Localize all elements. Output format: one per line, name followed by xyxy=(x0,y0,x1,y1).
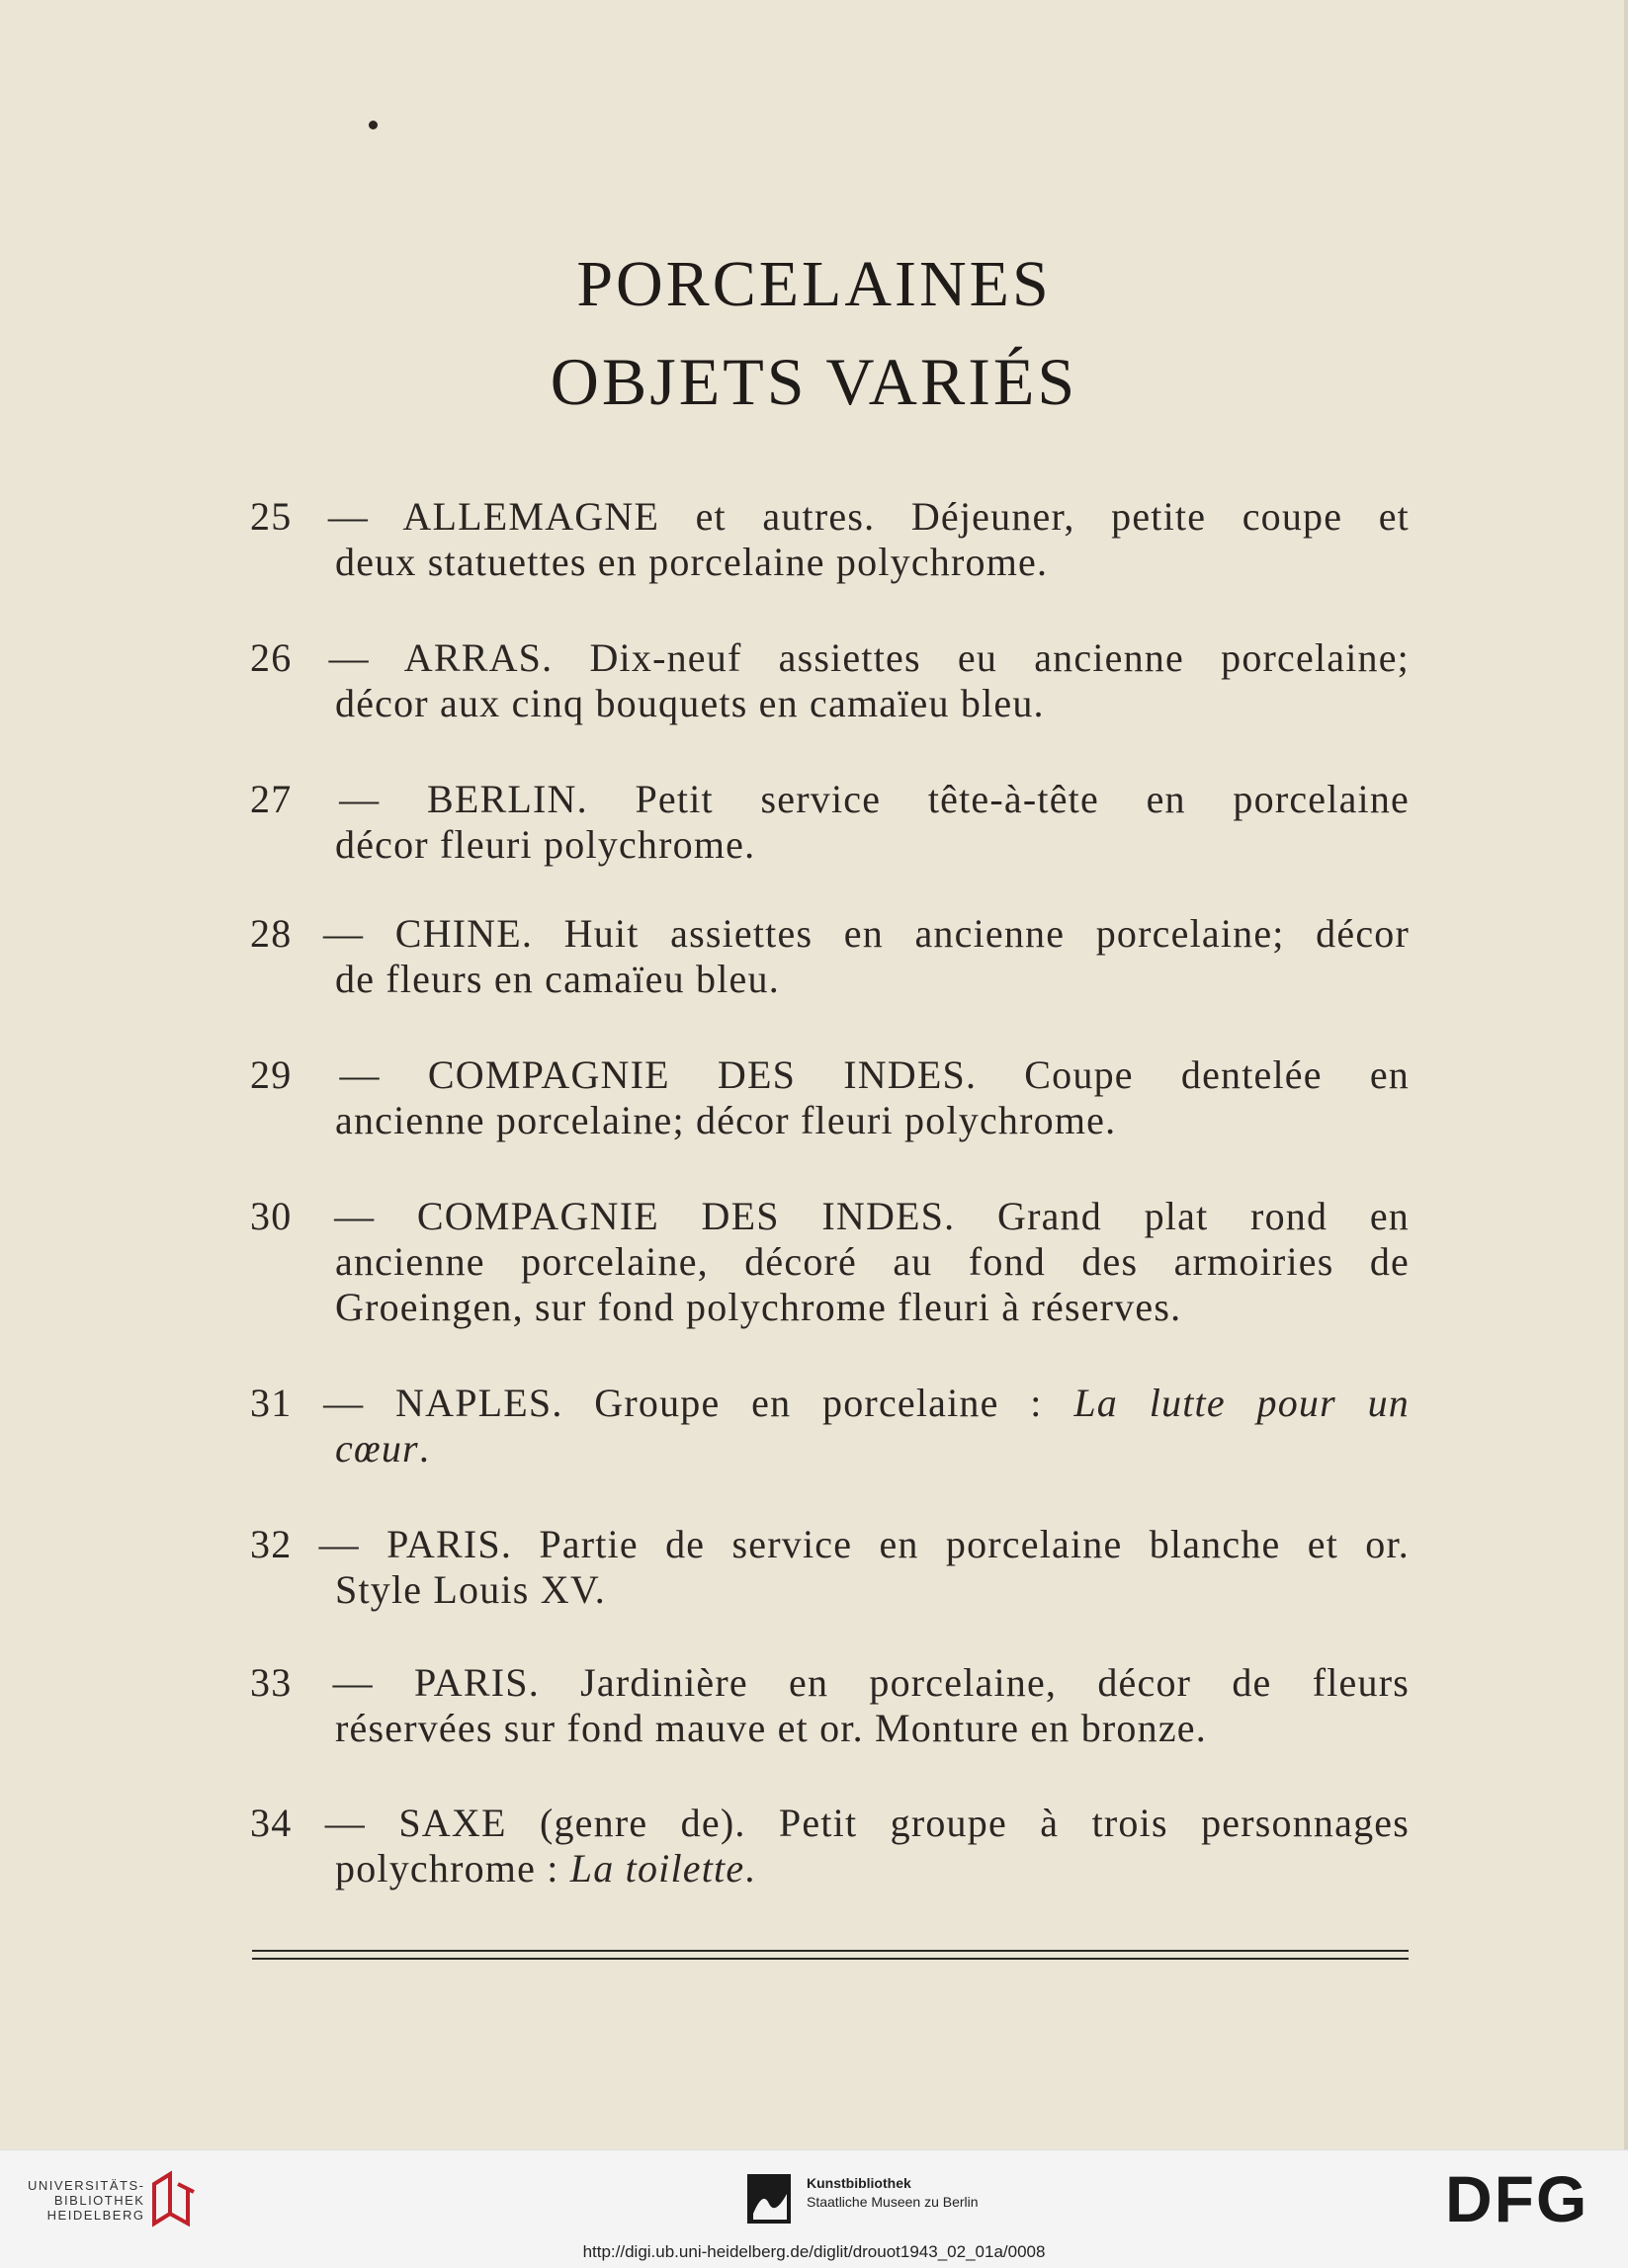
entry-text: . xyxy=(418,1426,431,1470)
kunstbibliothek-name xyxy=(807,2174,979,2212)
entry-line: réservées sur fond mauve et or. Monture en bronze. xyxy=(335,1706,1207,1750)
entry-line xyxy=(250,1381,1410,1426)
entry-line: 25 — ALLEMAGNE et autres. Déjeuner, petite coupe et xyxy=(250,494,1410,539)
catalog-entry-27 xyxy=(250,777,1410,868)
entry-line: de fleurs en camaïeu bleu. xyxy=(335,957,780,1001)
catalog-entry-31 xyxy=(250,1381,1410,1471)
source-url[interactable]: http://digi.ub.uni-heidelberg.de/diglit/drouot1943_02_01a/0008 xyxy=(582,2242,1046,2261)
digitization-footer xyxy=(0,2149,1628,2268)
entry-line: ancienne porcelaine, décoré au fond des armoiries de xyxy=(335,1239,1410,1284)
university-line: UNIVERSITÄTS- xyxy=(28,2178,145,2193)
entry-text: . xyxy=(744,1846,756,1890)
catalog-entry-28 xyxy=(250,911,1410,1002)
entry-text: polychrome : xyxy=(335,1846,559,1890)
entry-line xyxy=(250,1426,1410,1471)
university-library-name xyxy=(28,2178,144,2223)
entry-line: deux statuettes en porcelaine polychrome. xyxy=(335,540,1049,584)
kb-title: Kunstbibliothek xyxy=(807,2175,911,2191)
catalog-entry-30 xyxy=(250,1194,1410,1330)
page-title: PORCELAINES xyxy=(576,248,1052,320)
entry-italic-title: cœur xyxy=(335,1426,419,1470)
entry-line: ancienne porcelaine; décor fleuri polychrome. xyxy=(335,1098,1117,1142)
catalog-entry-26 xyxy=(250,635,1410,726)
page-subtitle: OBJETS VARIÉS xyxy=(550,344,1078,419)
university-line: HEIDELBERG xyxy=(46,2208,145,2223)
kb-subtitle: Staatliche Museen zu Berlin xyxy=(807,2194,979,2210)
catalog-entry-25 xyxy=(250,494,1410,585)
catalog-entry-29 xyxy=(250,1052,1410,1143)
entry-italic-title: La lutte pour un xyxy=(1073,1381,1410,1425)
dfg-logo: DFG xyxy=(1445,2162,1589,2235)
entry-line: décor aux cinq bouquets en camaïeu bleu. xyxy=(335,681,1045,725)
entry-line: 27 — BERLIN. Petit service tête-à-tête en porcelaine xyxy=(250,777,1410,821)
catalog-entry-34 xyxy=(250,1801,1410,1891)
entry-line: 33 — PARIS. Jardinière en porcelaine, décor de fleurs xyxy=(250,1660,1410,1705)
entry-line: 29 — COMPAGNIE DES INDES. Coupe dentelée en xyxy=(250,1052,1410,1097)
university-line: BIBLIOTHEK xyxy=(53,2193,145,2208)
double-rule-bottom xyxy=(252,1958,1409,1960)
entry-line: Groeingen, sur fond polychrome fleuri à réserves. xyxy=(335,1285,1182,1329)
entry-line: 26 — ARRAS. Dix-neuf assiettes eu ancienne porcelaine; xyxy=(250,635,1410,680)
entry-line: décor fleuri polychrome. xyxy=(335,822,756,867)
catalog-entry-32 xyxy=(250,1522,1410,1613)
entry-line: Style Louis XV. xyxy=(335,1567,606,1612)
entry-text: 31 — NAPLES. Groupe en porcelaine : xyxy=(250,1381,1043,1425)
entry-line: 32 — PARIS. Partie de service en porcelaine blanche et or. xyxy=(250,1522,1410,1566)
kunstbibliothek-logo-icon xyxy=(743,2170,795,2227)
ink-speck xyxy=(369,121,378,129)
entry-line: 34 — SAXE (genre de). Petit groupe à trois personnages xyxy=(250,1801,1410,1845)
entry-line: 30 — COMPAGNIE DES INDES. Grand plat rond en xyxy=(250,1194,1410,1238)
university-logo-icon xyxy=(148,2170,200,2227)
entry-line: 28 — CHINE. Huit assiettes en ancienne porcelaine; décor xyxy=(250,911,1410,956)
entry-line xyxy=(250,1846,1410,1891)
catalog-entry-33 xyxy=(250,1660,1410,1751)
double-rule-top xyxy=(252,1950,1409,1952)
entry-italic-title: La toilette xyxy=(569,1846,745,1890)
